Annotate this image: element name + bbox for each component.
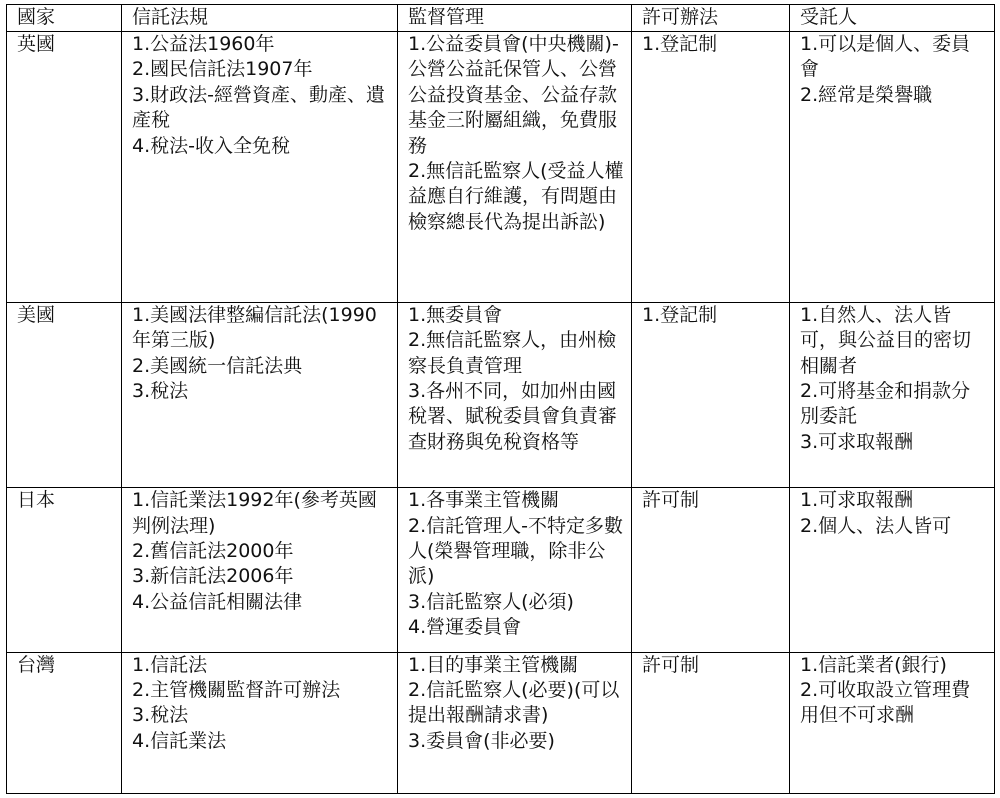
trustee-line: 3.可求取報酬 bbox=[800, 430, 914, 453]
table-row bbox=[7, 32, 995, 303]
license-line: 1.登記制 bbox=[642, 33, 718, 55]
supervision-line: 3.信託監察人(必須) bbox=[408, 590, 574, 613]
license-line: 1.登記制 bbox=[642, 303, 718, 326]
table-row bbox=[7, 488, 995, 652]
header-regulations: 信託法規 bbox=[122, 5, 398, 32]
regulation-line: 1.公益法1960年 bbox=[132, 33, 275, 55]
regulation-line: 2.國民信託法1907年 bbox=[132, 58, 313, 81]
cell-trustee bbox=[790, 488, 995, 652]
header-supervision: 監督管理 bbox=[398, 5, 632, 32]
supervision-line: 1.各事業主管機關 bbox=[408, 489, 560, 512]
regulation-line: 4.稅法-收入全免稅 bbox=[132, 134, 290, 157]
regulation-line: 2.舊信託法2000年 bbox=[132, 540, 294, 562]
cell-country bbox=[7, 652, 122, 793]
cell-supervision bbox=[398, 652, 632, 793]
regulation-line: 1.信託法 bbox=[132, 653, 208, 676]
license-line: 許可制 bbox=[642, 489, 700, 512]
supervision-line: 2.無信託監察人，由州檢察長負責管理 bbox=[408, 329, 617, 377]
regulation-line: 2.主管機關監督許可辦法 bbox=[132, 679, 341, 702]
header-row bbox=[7, 5, 995, 32]
regulation-line: 3.財政法-經營資產、動產、遺產稅 bbox=[132, 83, 385, 132]
cell-country bbox=[7, 488, 122, 652]
trustee-line: 2.個人、法人皆可 bbox=[800, 514, 952, 537]
regulation-line: 1.信託業法1992年(參考英國判例法理) bbox=[132, 489, 377, 537]
table-row bbox=[7, 652, 995, 793]
supervision-line: 3.委員會(非必要) bbox=[408, 729, 555, 752]
supervision-line: 1.目的事業主管機關 bbox=[408, 653, 579, 676]
regulation-line: 4.信託業法 bbox=[132, 729, 227, 752]
trustee-line: 2.經常是榮譽職 bbox=[800, 83, 933, 106]
cell-supervision bbox=[398, 32, 632, 303]
regulation-line: 4.公益信託相關法律 bbox=[132, 590, 303, 613]
license-line: 許可制 bbox=[642, 653, 700, 676]
supervision-line: 1.公益委員會(中央機關)-公營公益託保管人、公營公益投資基金、公益存款基金三附屬組織，免費服務 bbox=[408, 33, 619, 157]
table-row bbox=[7, 302, 995, 487]
supervision-line: 4.營運委員會 bbox=[408, 616, 522, 639]
country-name: 台灣 bbox=[17, 653, 56, 676]
regulation-line: 2.美國統一信託法典 bbox=[132, 354, 303, 377]
supervision-line: 2.信託管理人-不特定多數人(榮譽管理職，除非公派) bbox=[408, 514, 623, 588]
cell-regulations bbox=[122, 488, 398, 652]
regulation-line: 3.稅法 bbox=[132, 379, 189, 402]
cell-regulations bbox=[122, 302, 398, 487]
cell-country bbox=[7, 302, 122, 487]
supervision-line: 2.無信託監察人(受益人權益應自行維護，有問題由檢察總長代為提出訴訟) bbox=[408, 160, 624, 233]
cell-license bbox=[632, 488, 790, 652]
country-name: 美國 bbox=[17, 303, 56, 326]
cell-supervision bbox=[398, 302, 632, 487]
cell-license bbox=[632, 32, 790, 303]
cell-supervision bbox=[398, 488, 632, 652]
header-country: 國家 bbox=[7, 5, 122, 32]
country-name: 英國 bbox=[17, 33, 56, 55]
trustee-line: 1.可以是個人、委員會 bbox=[800, 33, 971, 81]
header-trustee: 受託人 bbox=[790, 5, 995, 32]
cell-trustee bbox=[790, 32, 995, 303]
header-license: 許可辦法 bbox=[632, 5, 790, 32]
trust-comparison-table bbox=[6, 4, 995, 794]
trustee-line: 1.自然人、法人皆可，與公益目的密切相關者 bbox=[800, 303, 972, 377]
regulation-line: 1.美國法律整編信託法(1990年第三版) bbox=[132, 303, 377, 352]
supervision-line: 1.無委員會 bbox=[408, 303, 503, 326]
cell-trustee bbox=[790, 652, 995, 793]
country-name: 日本 bbox=[17, 489, 56, 512]
regulation-line: 3.新信託法2006年 bbox=[132, 565, 294, 588]
regulation-line: 3.稅法 bbox=[132, 704, 189, 727]
trustee-line: 2.可將基金和捐款分別委託 bbox=[800, 379, 971, 428]
cell-regulations bbox=[122, 652, 398, 793]
cell-regulations bbox=[122, 32, 398, 303]
cell-country bbox=[7, 32, 122, 303]
table-body bbox=[7, 32, 995, 794]
trustee-line: 2.可收取設立管理費用但不可求酬 bbox=[800, 679, 971, 727]
cell-license bbox=[632, 652, 790, 793]
trustee-line: 1.可求取報酬 bbox=[800, 489, 914, 512]
trustee-line: 1.信託業者(銀行) bbox=[800, 653, 947, 676]
supervision-line: 2.信託監察人(必要)(可以提出報酬請求書) bbox=[408, 679, 620, 727]
cell-license bbox=[632, 302, 790, 487]
cell-trustee bbox=[790, 302, 995, 487]
supervision-line: 3.各州不同，如加州由國稅署、賦稅委員會負責審查財務與免稅資格等 bbox=[408, 379, 618, 453]
